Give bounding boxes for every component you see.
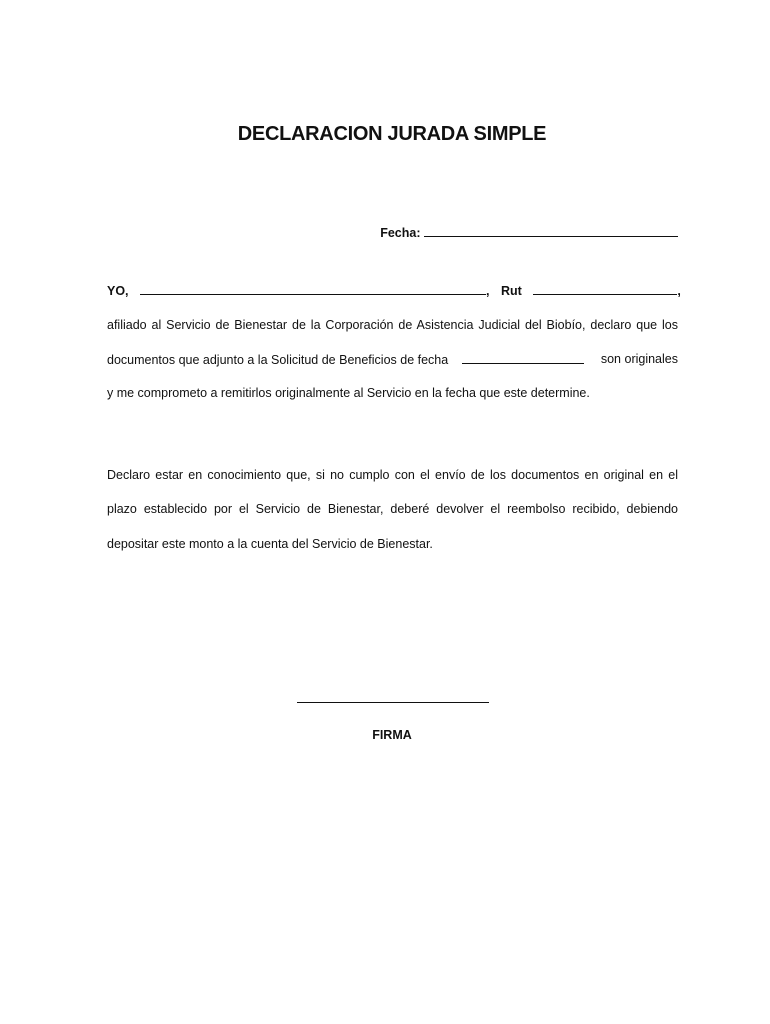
fecha-label: Fecha: <box>380 226 421 240</box>
fecha-row <box>380 225 678 240</box>
paragraph2-line2: plazo establecido por el Servicio de Bienestar, deberé devolver el reembolso recibido, debiendo <box>107 502 678 516</box>
name-blank-field[interactable] <box>140 283 486 295</box>
paragraph1-line1: afiliado al Servicio de Bienestar de la Corporación de Asistencia Judicial del Biobío, declaro que los <box>107 318 678 332</box>
paragraph1-line3: y me comprometo a remitirlos originalmente al Servicio en la fecha que este determine. <box>107 386 590 400</box>
paragraph1-line2-end: son originales <box>600 352 678 366</box>
fecha-solicitud-blank-field[interactable] <box>462 352 584 364</box>
rut-label: Rut <box>501 284 522 298</box>
yo-rut-row <box>107 283 681 298</box>
paragraph2-line1: Declaro estar en conocimiento que, si no cumplo con el envío de los documentos en original en el <box>107 468 678 482</box>
rut-comma: , <box>677 284 681 298</box>
firma-label: FIRMA <box>372 728 412 742</box>
rut-blank-field[interactable] <box>533 283 677 295</box>
paragraph1-line2 <box>107 352 678 367</box>
paragraph1-line2-start: documentos que adjunto a la Solicitud de Beneficios de fecha <box>107 353 449 367</box>
fecha-blank-field[interactable] <box>424 225 678 237</box>
signature-line[interactable] <box>297 702 489 703</box>
yo-label: YO, <box>107 284 129 298</box>
paragraph2-line3: depositar este monto a la cuenta del Servicio de Bienestar. <box>107 537 433 551</box>
document-title: DECLARACION JURADA SIMPLE <box>237 123 547 145</box>
name-comma: , <box>486 284 490 298</box>
